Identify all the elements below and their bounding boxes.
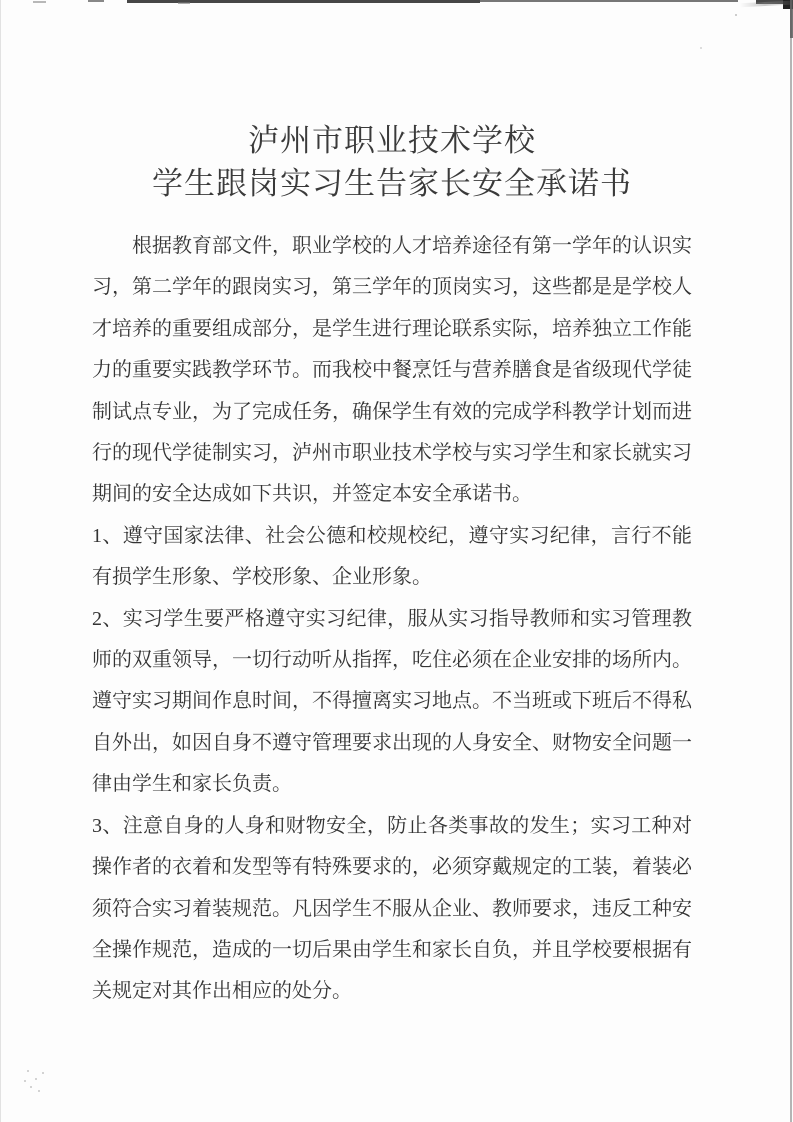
scan-artifact-speck xyxy=(700,47,702,49)
document-title-line-2: 学生跟岗实习生告家长安全承诺书 xyxy=(152,166,632,201)
text-line: 习，第二学年的跟岗实习，第三学年的顶岗实习，这些都是是学校人 xyxy=(92,276,692,299)
scan-artifact-top-edge xyxy=(178,2,190,4)
text-line: 1、遵守国家法律、社会公德和校规校纪，遵守实习纪律，言行不能 xyxy=(92,524,692,547)
text-line: 2、实习学生要严格遵守实习纪律，服从实习指导教师和实习管理教 xyxy=(92,607,692,630)
scan-artifact-right-edge xyxy=(790,0,792,1122)
text-line: 期间的安全达成如下共识，并签定本安全承诺书。 xyxy=(92,483,532,506)
text-line: 须符合实习着装规范。凡因学生不服从企业、教师要求，违反工种安 xyxy=(92,897,692,920)
clause-3-paragraph xyxy=(92,806,692,1013)
text-line: 才培养的重要组成部分，是学生进行理论联系实际，培养独立工作能 xyxy=(92,317,692,340)
text-line: 制试点专业，为了完成任务，确保学生有效的完成学科教学计划而进 xyxy=(92,400,692,423)
text-line: 师的双重领导，一切行动听从指挥，吃住必须在企业安排的场所内。 xyxy=(92,649,692,672)
document-body xyxy=(92,226,692,1013)
scan-artifact-speck xyxy=(735,14,737,16)
clause-2-paragraph xyxy=(92,599,692,806)
text-line: 全操作规范，造成的一切后果由学生和家长自负，并且学校要根据有 xyxy=(92,938,692,961)
scan-artifact-speck xyxy=(42,1072,44,1074)
document-content xyxy=(92,119,692,1013)
document-title-line-1: 泸州市职业技术学校 xyxy=(248,123,536,158)
clause-1-paragraph xyxy=(92,516,692,599)
scan-artifact-top-edge xyxy=(33,1,46,3)
text-line: 操作者的衣着和发型等有特殊要求的，必须穿戴规定的工装，着装必 xyxy=(92,856,692,879)
scan-artifact-left-edge xyxy=(0,0,1,1122)
scan-artifact-speck xyxy=(35,1078,37,1080)
text-line: 自外出，如因自身不遵守管理要求出现的人身安全、财物安全问题一 xyxy=(92,731,692,754)
text-line: 3、注意自身的人身和财物安全，防止各类事故的发生；实习工种对 xyxy=(92,814,692,837)
text-line: 有损学生形象、学校形象、企业形象。 xyxy=(92,566,432,589)
scan-artifact-speck xyxy=(30,1086,32,1088)
text-line: 根据教育部文件，职业学校的人才培养途径有第一学年的认识实 xyxy=(132,235,692,257)
intro-paragraph xyxy=(92,226,692,516)
scan-artifact-top-edge xyxy=(88,0,104,2)
text-line: 行的现代学徒制实习，泸州市职业技术学校与实习学生和家长就实习 xyxy=(92,442,692,465)
text-line: 律由学生和家长负责。 xyxy=(92,773,292,796)
scan-artifact-speck xyxy=(24,1080,26,1082)
text-line: 关规定对其作出相应的处分。 xyxy=(92,980,352,1003)
scan-artifact-speck xyxy=(27,1070,29,1072)
scan-artifact-top-edge xyxy=(480,0,738,2)
text-line: 力的重要实践教学环节。而我校中餐烹饪与营养膳食是省级现代学徒 xyxy=(92,359,692,382)
text-line: 遵守实习期间作息时间，不得擅离实习地点。不当班或下班后不得私 xyxy=(92,690,692,713)
scan-artifact-speck xyxy=(38,1090,40,1092)
